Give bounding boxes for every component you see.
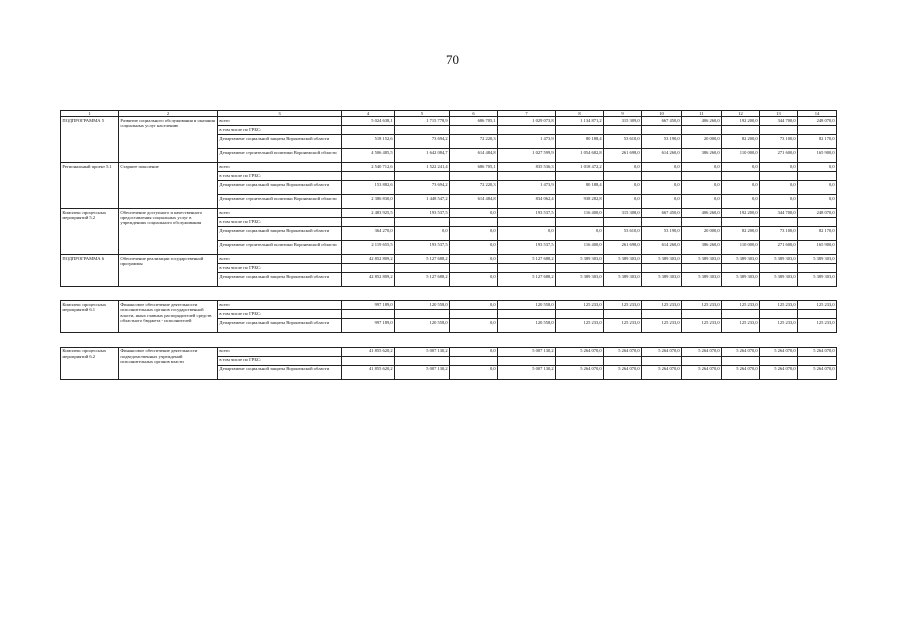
value-cell: 386 260,0 (682, 241, 722, 255)
block-code: Комплекс процессных мероприятий 6.2 (61, 347, 119, 379)
value-cell: 5 389 303,0 (722, 273, 760, 287)
value-cell: 1 473,9 (498, 135, 556, 149)
value-cell (682, 218, 722, 227)
value-cell: 5 389 303,0 (682, 255, 722, 264)
block-title: Старшее поколение (119, 163, 218, 209)
value-cell: 0,0 (760, 163, 798, 172)
value-cell: 5 127 688,2 (498, 273, 556, 287)
row-label: всего (218, 301, 342, 310)
value-cell: 5 389 303,0 (760, 273, 798, 287)
row-gap (61, 333, 837, 347)
value-cell (722, 310, 760, 319)
value-cell: 0,0 (450, 365, 498, 379)
value-cell: 0,0 (450, 209, 498, 218)
block-title: Финансовое обеспечение деятельности исполнительных органов государственной власти, иных главных распорядителей средств областного бюджета - исполнителей (119, 301, 218, 333)
value-cell: 2 119 655,5 (342, 241, 395, 255)
table-row (61, 117, 837, 126)
value-cell: 667 450,0 (642, 117, 682, 126)
value-cell: 0,0 (642, 163, 682, 172)
block-title: Финансовое обеспечение деятельности подведомственных учреждений исполнительных органов власти (119, 347, 218, 379)
value-cell: 82 200,0 (722, 227, 760, 241)
value-cell: 5 264 070,0 (604, 365, 642, 379)
value-cell: 5 389 303,0 (604, 273, 642, 287)
value-cell (604, 356, 642, 365)
value-cell (642, 310, 682, 319)
block-code: ПОДПРОГРАММА 5 (61, 117, 119, 163)
value-cell: 82 170,0 (798, 227, 837, 241)
value-cell: 0,0 (722, 181, 760, 195)
value-cell: 5 024 638,1 (342, 117, 395, 126)
value-cell: 5 389 303,0 (798, 273, 837, 287)
row-label: в том числе по ГРБС: (218, 126, 342, 135)
value-cell (395, 310, 450, 319)
value-cell: 5 389 303,0 (798, 255, 837, 264)
header-cell-3: 3 (218, 111, 342, 117)
value-cell (498, 126, 556, 135)
value-cell (760, 264, 798, 273)
value-cell: 5 264 070,0 (798, 347, 837, 356)
value-cell: 125 233,0 (722, 301, 760, 310)
value-cell (682, 310, 722, 319)
value-cell: 120 558,0 (395, 319, 450, 333)
value-cell (760, 218, 798, 227)
value-cell: 5 007 130,2 (395, 365, 450, 379)
value-cell: 193 537,5 (498, 209, 556, 218)
value-cell: 0,0 (604, 181, 642, 195)
value-cell (342, 126, 395, 135)
value-cell: 1 522 241,4 (395, 163, 450, 172)
row-gap (61, 287, 837, 301)
value-cell: 82 170,0 (798, 135, 837, 149)
row-label: Департамент строительной политики Воронежской области (218, 149, 342, 163)
value-cell: 261 698,0 (604, 241, 642, 255)
value-cell: 53 190,0 (642, 135, 682, 149)
value-cell: 5 264 070,0 (682, 347, 722, 356)
value-cell: 73 694,2 (395, 135, 450, 149)
table-row (61, 163, 837, 172)
block-title: Обеспечение реализации государственной программы (119, 255, 218, 287)
value-cell: 0,0 (450, 273, 498, 287)
value-cell: 997 189,0 (342, 301, 395, 310)
value-cell: 5 389 303,0 (682, 273, 722, 287)
header-cell-12: 12 (722, 111, 760, 117)
value-cell: 125 233,0 (760, 301, 798, 310)
header-cell-8: 8 (556, 111, 604, 117)
value-cell (760, 310, 798, 319)
value-cell: 20 000,0 (682, 135, 722, 149)
value-cell: 125 233,0 (722, 319, 760, 333)
value-cell: 0,0 (498, 227, 556, 241)
value-cell: 5 264 070,0 (556, 347, 604, 356)
value-cell: 120 558,0 (395, 301, 450, 310)
block-title: Развитие социального обслуживания и оказания социальных услуг населению (119, 117, 218, 163)
value-cell: 82 200,0 (722, 135, 760, 149)
row-label: Департамент социальной защиты Воронежской области (218, 365, 342, 379)
value-cell (604, 126, 642, 135)
value-cell: 0,0 (556, 227, 604, 241)
financing-table (60, 110, 837, 380)
value-cell: 1 448 547,2 (395, 195, 450, 209)
value-cell (682, 126, 722, 135)
value-cell: 1 029 073,8 (498, 117, 556, 126)
value-cell: 80 188,4 (556, 135, 604, 149)
value-cell: 73 694,2 (395, 181, 450, 195)
page-number: 70 (446, 52, 459, 67)
row-label: Департамент социальной защиты Воронежской области (218, 273, 342, 287)
value-cell (498, 310, 556, 319)
block-code: ПОДПРОГРАММА 6 (61, 255, 119, 287)
value-cell (642, 126, 682, 135)
value-cell: 315 308,0 (604, 209, 642, 218)
value-cell: 518 152,6 (342, 135, 395, 149)
value-cell: 5 264 070,0 (642, 365, 682, 379)
value-cell: 406 260,0 (682, 117, 722, 126)
value-cell: 72 220,3 (450, 135, 498, 149)
row-label: в том числе по ГРБС: (218, 356, 342, 365)
value-cell: 72 220,3 (450, 181, 498, 195)
value-cell: 1 134 871,2 (556, 117, 604, 126)
value-cell (722, 356, 760, 365)
row-label: в том числе по ГРБС: (218, 218, 342, 227)
value-cell: 192 200,0 (722, 209, 760, 218)
value-cell (722, 218, 760, 227)
value-cell: 686 705,1 (450, 117, 498, 126)
header-cell-7: 7 (498, 111, 556, 117)
value-cell: 120 558,0 (498, 301, 556, 310)
value-cell: 0,0 (642, 181, 682, 195)
value-cell (642, 356, 682, 365)
value-cell: 0,0 (450, 319, 498, 333)
value-cell: 315 309,0 (604, 117, 642, 126)
row-label: всего (218, 209, 342, 218)
value-cell: 0,0 (450, 241, 498, 255)
row-label: Департамент строительной политики Воронежской области (218, 195, 342, 209)
value-cell (604, 172, 642, 181)
value-cell (556, 218, 604, 227)
value-cell: 4 506 485,5 (342, 149, 395, 163)
value-cell: 125 233,0 (798, 301, 837, 310)
value-cell: 125 233,0 (798, 319, 837, 333)
value-cell: 53 610,0 (604, 135, 642, 149)
value-cell (450, 172, 498, 181)
value-cell: 248 070,0 (798, 209, 837, 218)
value-cell: 271 600,0 (760, 241, 798, 255)
value-cell (642, 218, 682, 227)
value-cell: 193 537,5 (395, 241, 450, 255)
value-cell: 41 855 620,2 (342, 365, 395, 379)
value-cell: 0,0 (682, 163, 722, 172)
value-cell (395, 126, 450, 135)
value-cell (798, 126, 837, 135)
value-cell: 110 000,0 (722, 149, 760, 163)
value-cell: 125 233,0 (682, 301, 722, 310)
value-cell: 0,0 (450, 255, 498, 264)
value-cell (722, 264, 760, 273)
value-cell: 0,0 (604, 195, 642, 209)
value-cell (798, 310, 837, 319)
value-cell (395, 218, 450, 227)
value-cell (682, 172, 722, 181)
row-label: Департамент социальной защиты Воронежской области (218, 227, 342, 241)
row-label: Департамент социальной защиты Воронежской области (218, 181, 342, 195)
row-label: всего (218, 255, 342, 264)
value-cell (450, 310, 498, 319)
value-cell: 5 389 303,0 (556, 273, 604, 287)
value-cell: 0,0 (798, 195, 837, 209)
value-cell (342, 356, 395, 365)
value-cell: 271 600,0 (760, 149, 798, 163)
value-cell: 5 007 130,2 (498, 365, 556, 379)
row-label: в том числе по ГРБС: (218, 264, 342, 273)
table-row (61, 301, 837, 310)
value-cell (642, 172, 682, 181)
value-cell (682, 264, 722, 273)
value-cell: 0,0 (604, 163, 642, 172)
value-cell: 0,0 (682, 195, 722, 209)
value-cell (395, 264, 450, 273)
value-cell: 686 705,1 (450, 163, 498, 172)
value-cell: 0,0 (760, 195, 798, 209)
value-cell: 165 900,0 (798, 149, 837, 163)
value-cell: 0,0 (682, 181, 722, 195)
value-cell: 153 882,6 (342, 181, 395, 195)
block-code: Комплекс процессных мероприятий 5.2 (61, 209, 119, 255)
value-cell: 0,0 (642, 195, 682, 209)
value-cell (760, 172, 798, 181)
value-cell (556, 264, 604, 273)
value-cell: 248 070,0 (798, 117, 837, 126)
value-cell: 5 264 070,0 (722, 347, 760, 356)
value-cell: 5 264 070,0 (798, 365, 837, 379)
header-cell-6: 6 (450, 111, 498, 117)
value-cell (604, 310, 642, 319)
value-cell (498, 356, 556, 365)
value-cell: 261 698,0 (604, 149, 642, 163)
header-cell-14: 14 (798, 111, 837, 117)
value-cell: 1 018 472,2 (556, 163, 604, 172)
value-cell (395, 172, 450, 181)
value-cell (760, 356, 798, 365)
value-cell: 5 389 303,0 (642, 255, 682, 264)
row-label: Департамент строительной политики Воронежской области (218, 241, 342, 255)
value-cell: 344 700,0 (760, 117, 798, 126)
value-cell: 125 233,0 (556, 319, 604, 333)
value-cell: 1 473,9 (498, 181, 556, 195)
value-cell: 0,0 (395, 227, 450, 241)
value-cell: 938 282,8 (556, 195, 604, 209)
value-cell (604, 218, 642, 227)
value-cell: 53 610,0 (604, 227, 642, 241)
block-code: Региональный проект 5.1 (61, 163, 119, 209)
value-cell (556, 126, 604, 135)
value-cell (682, 356, 722, 365)
value-cell: 125 233,0 (604, 301, 642, 310)
block-code: Комплекс процессных мероприятий 6.1 (61, 301, 119, 333)
header-cell-10: 10 (642, 111, 682, 117)
value-cell: 125 233,0 (760, 319, 798, 333)
value-cell: 120 558,0 (498, 319, 556, 333)
value-cell: 73 100,0 (760, 135, 798, 149)
value-cell: 116 400,0 (556, 241, 604, 255)
value-cell: 5 264 070,0 (556, 365, 604, 379)
value-cell: 125 233,0 (682, 319, 722, 333)
value-cell: 193 537,5 (498, 241, 556, 255)
value-cell: 20 000,0 (682, 227, 722, 241)
value-cell: 0,0 (760, 181, 798, 195)
value-cell: 667 450,0 (642, 209, 682, 218)
gap-cell (61, 333, 837, 347)
value-cell: 165 900,0 (798, 241, 837, 255)
value-cell: 5 264 070,0 (760, 365, 798, 379)
value-cell: 406 260,0 (682, 209, 722, 218)
value-cell: 125 233,0 (642, 319, 682, 333)
value-cell: 5 007 130,2 (395, 347, 450, 356)
row-label: всего (218, 117, 342, 126)
value-cell (395, 356, 450, 365)
value-cell: 110 000,0 (722, 241, 760, 255)
value-cell: 116 400,0 (556, 209, 604, 218)
value-cell: 192 200,0 (722, 117, 760, 126)
value-cell: 5 389 303,0 (722, 255, 760, 264)
value-cell: 0,0 (722, 195, 760, 209)
value-cell (342, 172, 395, 181)
value-cell (498, 218, 556, 227)
value-cell: 0,0 (450, 301, 498, 310)
value-cell (798, 172, 837, 181)
row-label: всего (218, 347, 342, 356)
value-cell: 5 264 070,0 (722, 365, 760, 379)
value-cell: 5 127 688,2 (498, 255, 556, 264)
value-cell (760, 126, 798, 135)
value-cell (798, 356, 837, 365)
value-cell: 193 537,5 (395, 209, 450, 218)
value-cell: 125 233,0 (556, 301, 604, 310)
value-cell: 835 536,3 (498, 163, 556, 172)
table-row (61, 209, 837, 218)
row-label: Департамент социальной защиты Воронежской области (218, 319, 342, 333)
value-cell (556, 172, 604, 181)
value-cell: 5 264 070,0 (682, 365, 722, 379)
value-cell: 614 484,8 (450, 149, 498, 163)
header-cell-9: 9 (604, 111, 642, 117)
value-cell: 125 233,0 (642, 301, 682, 310)
value-cell (342, 218, 395, 227)
value-cell (450, 218, 498, 227)
row-label: в том числе по ГРБС: (218, 172, 342, 181)
value-cell: 125 233,0 (604, 319, 642, 333)
header-cell-4: 4 (342, 111, 395, 117)
value-cell: 614 260,0 (642, 241, 682, 255)
value-cell (642, 264, 682, 273)
value-cell: 1 054 682,8 (556, 149, 604, 163)
value-cell (450, 126, 498, 135)
value-cell (798, 218, 837, 227)
value-cell: 5 389 303,0 (556, 255, 604, 264)
value-cell (342, 264, 395, 273)
header-cell-13: 13 (760, 111, 798, 117)
value-cell: 0,0 (450, 227, 498, 241)
value-cell: 2 483 925,5 (342, 209, 395, 218)
value-cell: 5 127 688,2 (395, 273, 450, 287)
header-cell-5: 5 (395, 111, 450, 117)
value-cell: 344 700,0 (760, 209, 798, 218)
value-cell: 1 642 084,7 (395, 149, 450, 163)
value-cell (450, 356, 498, 365)
row-label: в том числе по ГРБС: (218, 310, 342, 319)
table-row (61, 255, 837, 264)
value-cell: 614 484,8 (450, 195, 498, 209)
value-cell: 2 540 712,6 (342, 163, 395, 172)
value-cell (722, 126, 760, 135)
value-cell (556, 310, 604, 319)
value-cell (556, 356, 604, 365)
value-cell: 5 264 070,0 (760, 347, 798, 356)
row-label: Департамент социальной защиты Воронежской области (218, 135, 342, 149)
value-cell (604, 264, 642, 273)
value-cell (798, 264, 837, 273)
value-cell: 5 127 688,2 (395, 255, 450, 264)
block-title: Обеспечение доступного и качественного предоставления социальных услуг в учреждениях социального обслуживания (119, 209, 218, 255)
header-cell-11: 11 (682, 111, 722, 117)
value-cell: 42 852 809,2 (342, 255, 395, 264)
value-cell: 5 007 130,2 (498, 347, 556, 356)
value-cell: 73 100,0 (760, 227, 798, 241)
value-cell: 0,0 (798, 163, 837, 172)
value-cell: 0,0 (798, 181, 837, 195)
value-cell (342, 310, 395, 319)
value-cell: 41 855 620,2 (342, 347, 395, 356)
gap-cell (61, 287, 837, 301)
value-cell: 5 389 303,0 (642, 273, 682, 287)
value-cell (498, 172, 556, 181)
value-cell: 5 389 303,0 (760, 255, 798, 264)
value-cell: 2 386 830,0 (342, 195, 395, 209)
value-cell: 0,0 (450, 347, 498, 356)
value-cell: 53 190,0 (642, 227, 682, 241)
value-cell: 1 715 778,9 (395, 117, 450, 126)
row-label: всего (218, 163, 342, 172)
value-cell (498, 264, 556, 273)
value-cell: 5 264 070,0 (642, 347, 682, 356)
value-cell: 5 389 303,0 (604, 255, 642, 264)
value-cell: 5 264 070,0 (604, 347, 642, 356)
value-cell: 42 852 809,2 (342, 273, 395, 287)
value-cell: 0,0 (722, 163, 760, 172)
value-cell: 1 027 599,9 (498, 149, 556, 163)
value-cell: 614 260,0 (642, 149, 682, 163)
table-row (61, 347, 837, 356)
header-cell-1: 1 (61, 111, 119, 117)
value-cell (722, 172, 760, 181)
value-cell: 80 188,4 (556, 181, 604, 195)
value-cell: 386 260,0 (682, 149, 722, 163)
value-cell: 997 189,0 (342, 319, 395, 333)
value-cell: 364 270,0 (342, 227, 395, 241)
value-cell (450, 264, 498, 273)
header-cell-2: 2 (119, 111, 218, 117)
value-cell: 834 062,4 (498, 195, 556, 209)
